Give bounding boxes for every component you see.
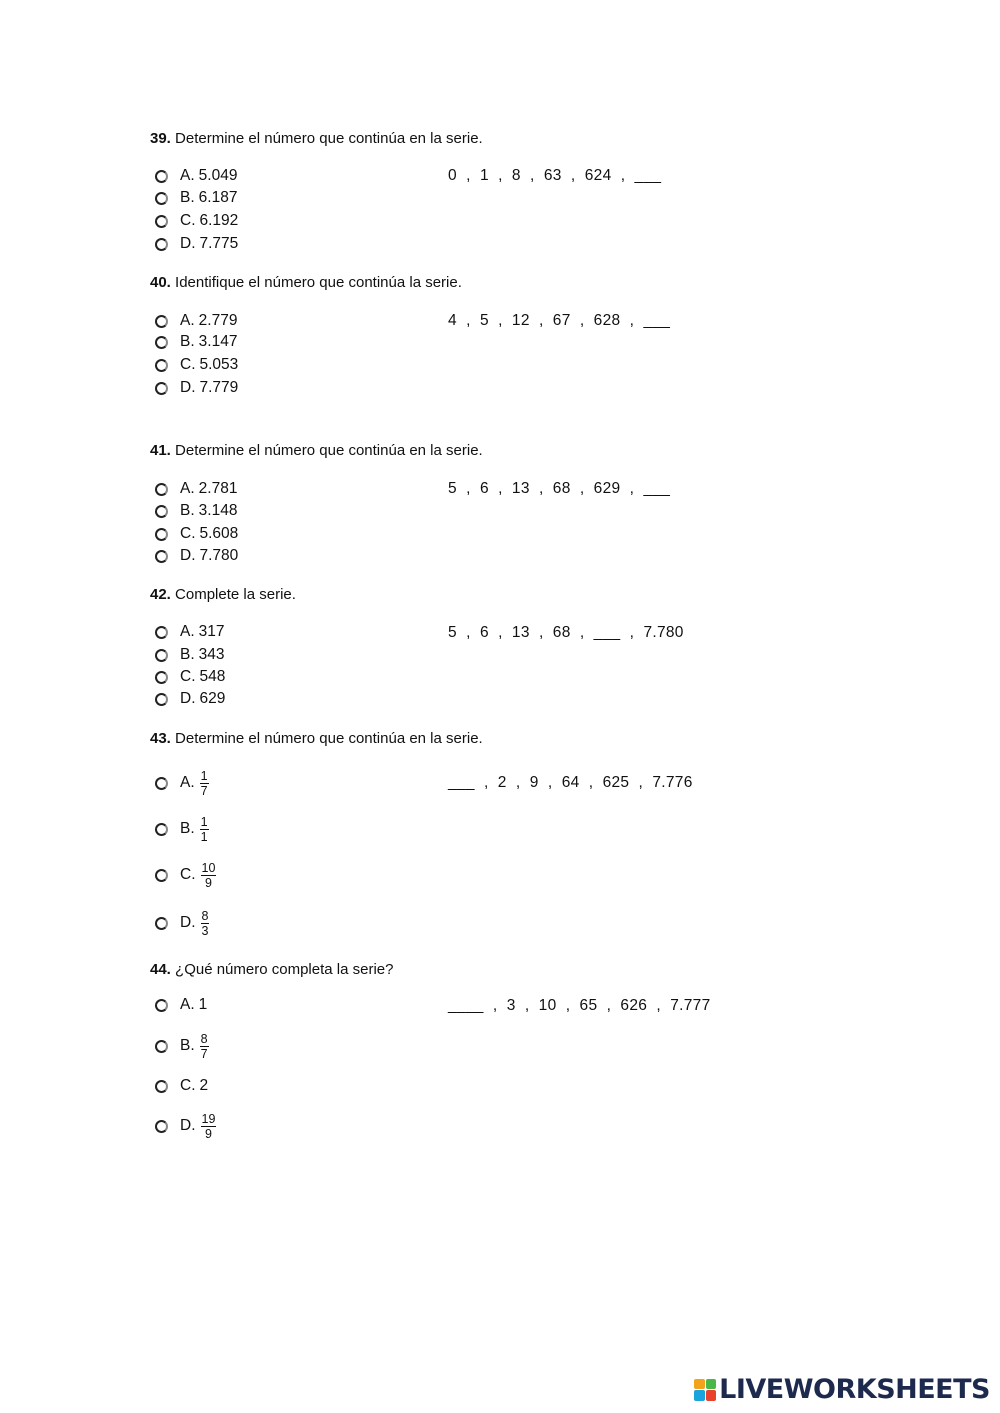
fraction-numerator: 8 xyxy=(200,1031,208,1046)
radio-button-icon[interactable] xyxy=(155,336,168,349)
radio-button-icon[interactable] xyxy=(155,215,168,228)
option-value: 7.775 xyxy=(199,235,239,252)
option-b[interactable] xyxy=(155,331,237,353)
fraction xyxy=(200,816,209,843)
fraction-denominator: 3 xyxy=(201,923,209,938)
option-letter: D. xyxy=(180,235,196,252)
option-value: 3.147 xyxy=(198,333,238,350)
fraction-numerator: 1 xyxy=(200,768,208,783)
option-value: 6.192 xyxy=(199,212,239,229)
radio-button-icon[interactable] xyxy=(155,505,168,518)
radio-button-icon[interactable] xyxy=(155,823,168,836)
question-number: 39. xyxy=(150,130,171,147)
option-value: 6.187 xyxy=(198,189,238,206)
radio-button-icon[interactable] xyxy=(155,777,168,790)
fraction xyxy=(201,910,210,937)
question-title xyxy=(150,274,462,291)
option-value: 5.053 xyxy=(199,356,239,373)
fraction-numerator: 8 xyxy=(201,908,209,923)
option-letter: A. xyxy=(180,774,195,791)
option-letter: B. xyxy=(180,189,195,206)
radio-button-icon[interactable] xyxy=(155,671,168,684)
option-value: 343 xyxy=(198,646,225,663)
radio-button-icon[interactable] xyxy=(155,693,168,706)
option-letter: D. xyxy=(180,547,196,564)
option-letter: C. xyxy=(180,668,196,685)
question-prompt: ¿Qué número completa la serie? xyxy=(175,961,394,978)
radio-button-icon[interactable] xyxy=(155,382,168,395)
number-series: 4 , 5 , 12 , 67 , 628 , ___ xyxy=(448,312,671,329)
number-series: 0 , 1 , 8 , 63 , 624 , ___ xyxy=(448,167,662,184)
option-value: 629 xyxy=(199,690,226,707)
radio-button-icon[interactable] xyxy=(155,869,168,882)
question-title xyxy=(150,130,483,147)
radio-button-icon[interactable] xyxy=(155,649,168,662)
option-c[interactable] xyxy=(155,210,238,232)
option-a[interactable] xyxy=(155,994,207,1016)
question-prompt: Complete la serie. xyxy=(175,586,296,603)
radio-button-icon[interactable] xyxy=(155,170,168,183)
logo-tile xyxy=(706,1379,717,1390)
logo-mark-icon xyxy=(694,1379,716,1401)
liveworksheets-logo xyxy=(694,1374,990,1405)
option-d[interactable] xyxy=(155,233,238,255)
option-d[interactable] xyxy=(155,910,209,936)
radio-button-icon[interactable] xyxy=(155,626,168,639)
logo-tile xyxy=(706,1390,717,1401)
question-prompt: Determine el número que continúa en la serie. xyxy=(175,730,483,747)
logo-tile xyxy=(694,1390,705,1401)
option-b[interactable] xyxy=(155,1033,209,1059)
question-title xyxy=(150,442,483,459)
option-c[interactable] xyxy=(155,666,225,688)
option-value: 2 xyxy=(199,1077,209,1094)
fraction-denominator: 9 xyxy=(204,1126,212,1141)
option-letter: A. xyxy=(180,996,195,1013)
question-number: 40. xyxy=(150,274,171,291)
option-b[interactable] xyxy=(155,816,209,842)
option-letter: C. xyxy=(180,212,196,229)
fraction-numerator: 19 xyxy=(201,1111,216,1126)
radio-button-icon[interactable] xyxy=(155,550,168,563)
fraction xyxy=(201,862,217,889)
question-prompt: Determine el número que continúa en la serie. xyxy=(175,130,483,147)
option-b[interactable] xyxy=(155,500,237,522)
number-series: 5 , 6 , 13 , 68 , ___ , 7.780 xyxy=(448,624,684,641)
option-c[interactable] xyxy=(155,1075,208,1097)
option-letter: D. xyxy=(180,379,196,396)
radio-button-icon[interactable] xyxy=(155,528,168,541)
option-a[interactable] xyxy=(155,310,237,332)
option-letter: A. xyxy=(180,623,195,640)
fraction-denominator: 7 xyxy=(200,783,208,798)
radio-button-icon[interactable] xyxy=(155,238,168,251)
option-letter: C. xyxy=(180,1077,196,1094)
radio-button-icon[interactable] xyxy=(155,999,168,1012)
fraction-denominator: 9 xyxy=(204,875,212,890)
option-letter: C. xyxy=(180,525,196,542)
option-a[interactable] xyxy=(155,478,237,500)
option-a[interactable] xyxy=(155,165,237,187)
option-d[interactable] xyxy=(155,1113,216,1139)
question-title xyxy=(150,586,296,603)
option-letter: B. xyxy=(180,820,195,837)
number-series: ____ , 3 , 10 , 65 , 626 , 7.777 xyxy=(448,997,711,1014)
radio-button-icon[interactable] xyxy=(155,1080,168,1093)
option-value: 7.780 xyxy=(199,547,239,564)
option-d[interactable] xyxy=(155,545,238,567)
option-letter: B. xyxy=(180,646,195,663)
option-value: 317 xyxy=(198,623,225,640)
option-value: 5.049 xyxy=(198,167,238,184)
logo-text: LIVEWORKSHEETS xyxy=(719,1374,990,1405)
fraction xyxy=(201,1113,217,1140)
question-number: 41. xyxy=(150,442,171,459)
option-letter: B. xyxy=(180,1037,195,1054)
option-letter: B. xyxy=(180,333,195,350)
option-d[interactable] xyxy=(155,377,238,399)
option-value: 3.148 xyxy=(198,502,238,519)
fraction-denominator: 1 xyxy=(200,829,208,844)
option-letter: D. xyxy=(180,914,196,931)
question-title xyxy=(150,730,483,747)
option-a[interactable] xyxy=(155,770,209,796)
option-value: 548 xyxy=(199,668,226,685)
option-letter: A. xyxy=(180,480,195,497)
fraction-numerator: 1 xyxy=(200,814,208,829)
option-letter: B. xyxy=(180,502,195,519)
option-letter: A. xyxy=(180,167,195,184)
number-series: ___ , 2 , 9 , 64 , 625 , 7.776 xyxy=(448,774,693,791)
radio-button-icon[interactable] xyxy=(155,192,168,205)
option-value: 2.779 xyxy=(198,312,238,329)
option-value: 5.608 xyxy=(199,525,239,542)
option-letter: D. xyxy=(180,1117,196,1134)
option-b[interactable] xyxy=(155,644,225,666)
option-value: 2.781 xyxy=(198,480,238,497)
option-b[interactable] xyxy=(155,187,237,209)
radio-button-icon[interactable] xyxy=(155,917,168,930)
option-letter: C. xyxy=(180,866,196,883)
logo-tile xyxy=(694,1379,705,1390)
option-c[interactable] xyxy=(155,523,238,545)
question-prompt: Identifique el número que continúa la serie. xyxy=(175,274,462,291)
option-letter: C. xyxy=(180,356,196,373)
radio-button-icon[interactable] xyxy=(155,1120,168,1133)
radio-button-icon[interactable] xyxy=(155,483,168,496)
option-a[interactable] xyxy=(155,621,225,643)
radio-button-icon[interactable] xyxy=(155,359,168,372)
question-number: 44. xyxy=(150,961,171,978)
option-value: 7.779 xyxy=(199,379,239,396)
fraction xyxy=(200,1033,209,1060)
option-value: 1 xyxy=(198,996,208,1013)
question-number: 42. xyxy=(150,586,171,603)
option-c[interactable] xyxy=(155,862,216,888)
radio-button-icon[interactable] xyxy=(155,1040,168,1053)
question-number: 43. xyxy=(150,730,171,747)
option-letter: A. xyxy=(180,312,195,329)
number-series: 5 , 6 , 13 , 68 , 629 , ___ xyxy=(448,480,671,497)
option-letter: D. xyxy=(180,690,196,707)
question-prompt: Determine el número que continúa en la serie. xyxy=(175,442,483,459)
question-title xyxy=(150,961,393,978)
fraction-denominator: 7 xyxy=(200,1046,208,1061)
fraction-numerator: 10 xyxy=(201,860,216,875)
option-c[interactable] xyxy=(155,354,238,376)
fraction xyxy=(200,770,209,797)
radio-button-icon[interactable] xyxy=(155,315,168,328)
option-d[interactable] xyxy=(155,688,225,710)
